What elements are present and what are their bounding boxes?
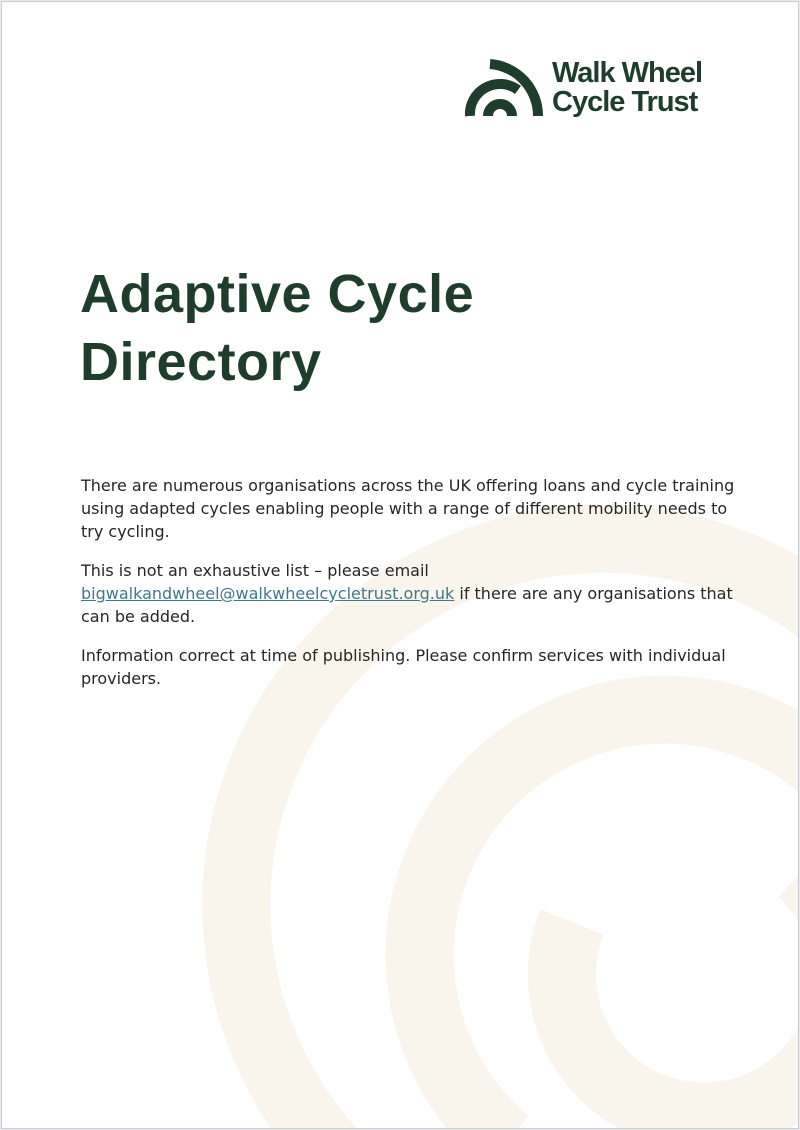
walk-wheel-cycle-trust-logo [458,58,702,118]
disclaimer-paragraph: Information correct at time of publishing. Please confirm services with individual providers. [81,646,726,688]
body-text [81,474,741,706]
contact-text-after: if there are any organisations that can be added. [81,584,733,626]
logo-line-2: Cycle Trust [552,86,698,118]
logo-arcs-icon [458,58,544,118]
contact-paragraph [81,559,741,628]
watermark-arc-inner [562,872,798,1117]
title-line-1: Adaptive Cycle [80,264,475,324]
title-line-2: Directory [80,332,322,392]
contact-text-before: This is not an exhaustive list – please email [81,561,429,580]
contact-email-link[interactable]: bigwalkandwheel@walkwheelcycletrust.org.uk [81,584,455,603]
page-title [80,260,474,396]
logo-line-1: Walk Wheel [552,57,703,89]
document-page [1,1,799,1129]
intro-paragraph: There are numerous organisations across the UK offering loans and cycle training using adapted cycles enabling people with a range of different mobility needs to try cycling. [81,476,735,541]
